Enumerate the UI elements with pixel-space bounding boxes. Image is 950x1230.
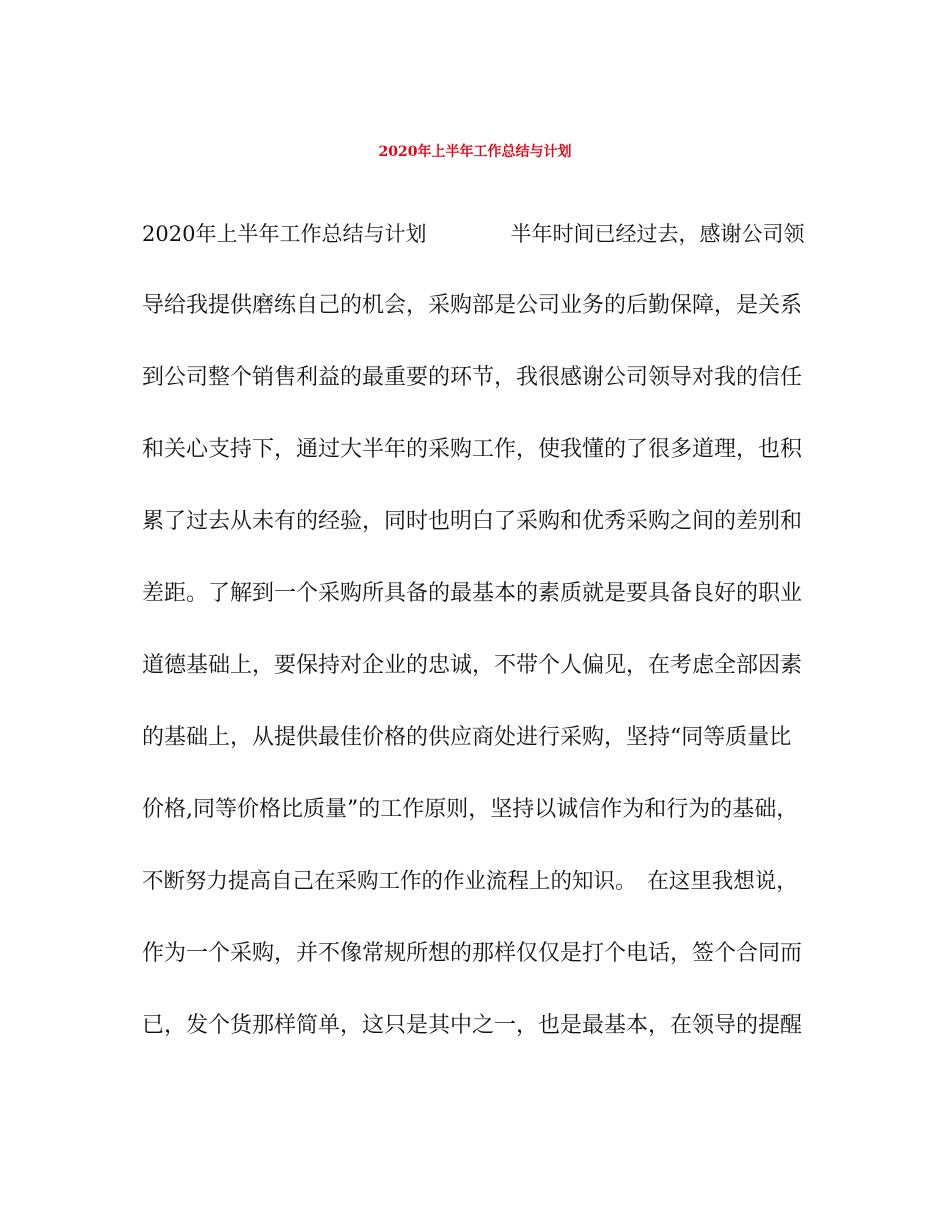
body-line: 累了过去从未有的经验，同时也明白了采购和优秀采购之间的差别和 xyxy=(142,509,803,534)
body-line: 不断努力提高自己在采购工作的作业流程上的知识。 在这里我想说， xyxy=(142,869,798,894)
body-line: 已，发个货那样简单，这只是其中之一，也是最基本，在领导的提醒 xyxy=(142,1013,803,1038)
body-line: 价格,同等价格比质量”的工作原则，坚持以诚信作为和行为的基础， xyxy=(142,797,799,822)
body-line: 2020年上半年工作总结与计划 半年时间已经过去，感谢公司领 xyxy=(142,222,805,246)
body-line: 到公司整个销售利益的最重要的环节，我很感谢公司领导对我的信任 xyxy=(142,365,803,390)
body-line: 作为一个采购，并不像常规所想的那样仅仅是打个电话，签个合同而 xyxy=(142,941,803,966)
body-line: 差距。了解到一个采购所具备的最基本的素质就是要具备良好的职业 xyxy=(142,581,803,606)
body-line: 导给我提供磨练自己的机会，采购部是公司业务的后勤保障，是关系 xyxy=(142,293,803,318)
body-line: 的基础上，从提供最佳价格的供应商处进行采购，坚持“同等质量比 xyxy=(142,725,792,750)
body-line: 和关心支持下，通过大半年的采购工作，使我懂的了很多道理，也积 xyxy=(142,437,803,462)
body-line: 道德基础上，要保持对企业的忠诚，不带个人偏见，在考虑全部因素 xyxy=(142,653,803,678)
document-title: 2020年上半年工作总结与计划 xyxy=(378,144,572,160)
